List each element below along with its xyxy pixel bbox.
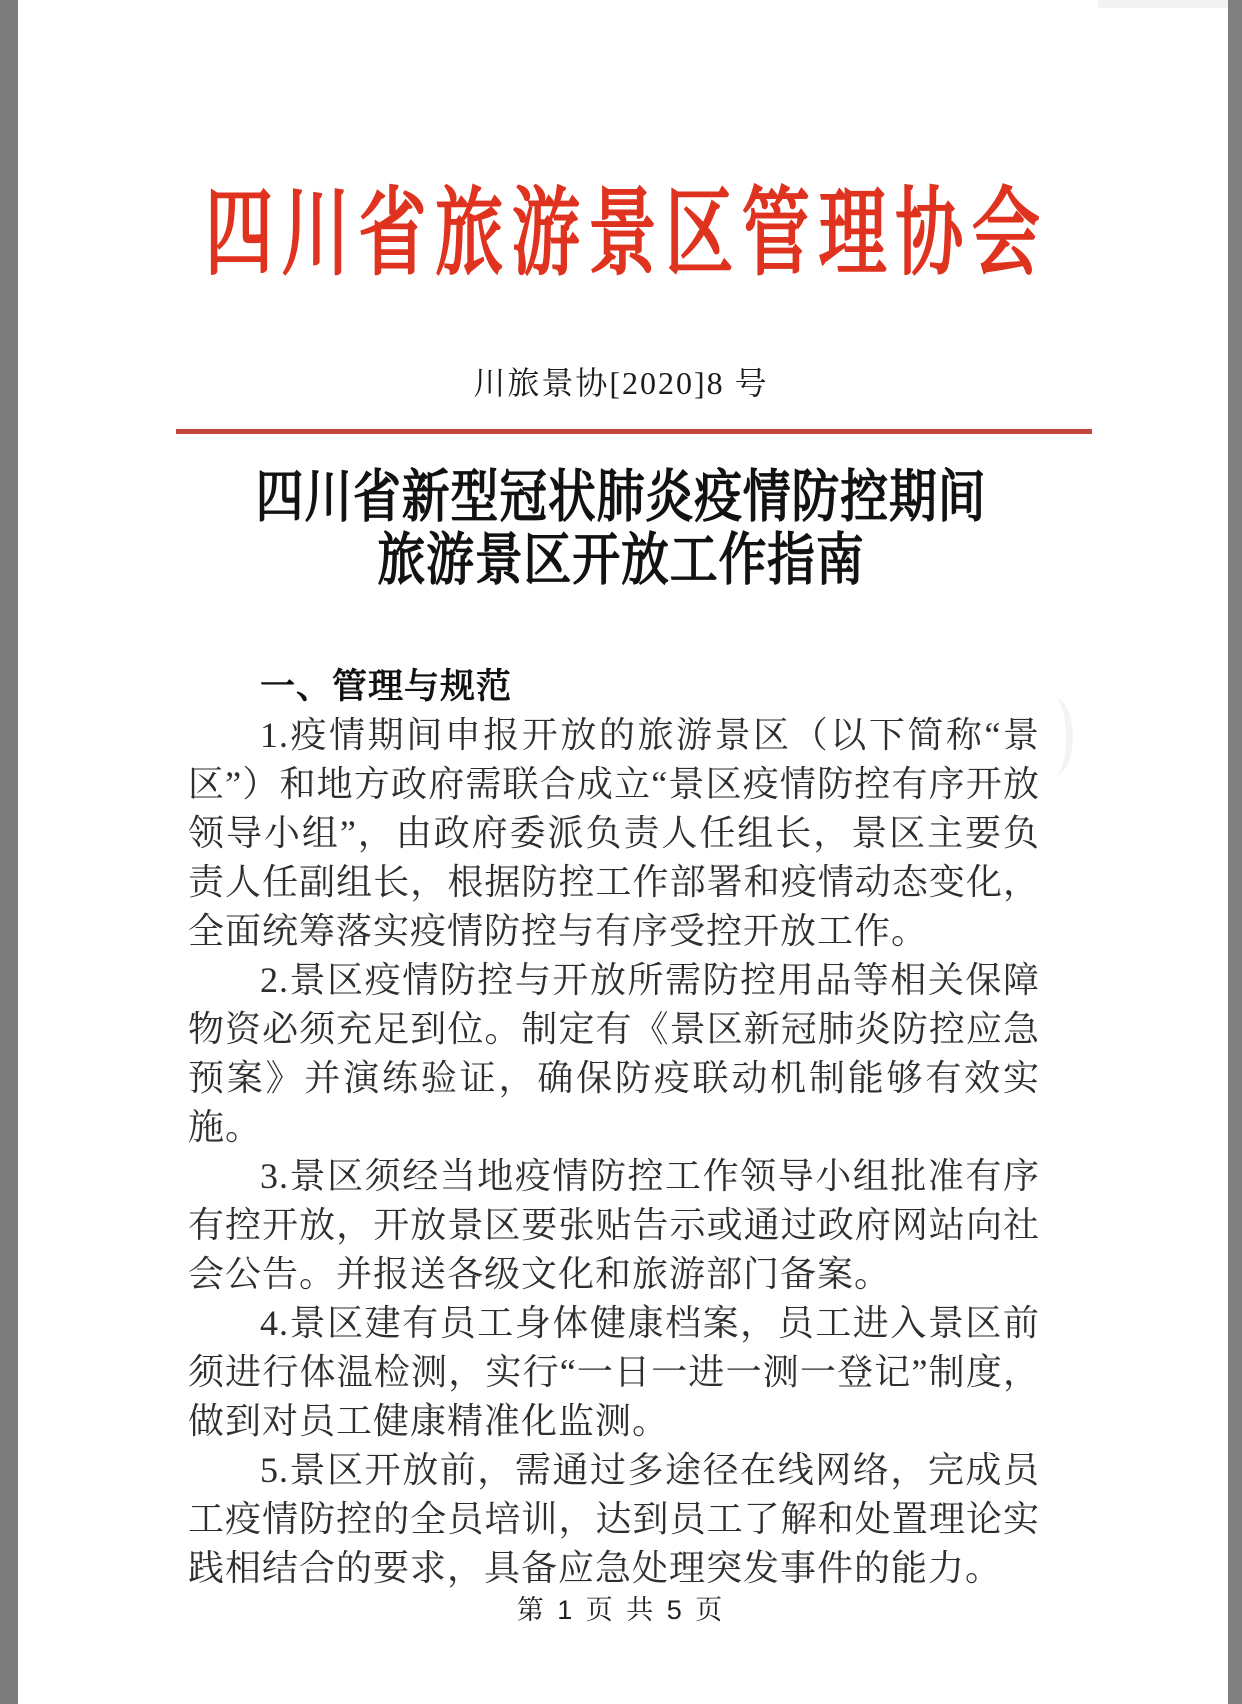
body-paragraph-1: 1.疫情期间申报开放的旅游景区（以下简称“景区”）和地方政府需联合成立“景区疫情防控有序开放领导小组”，由政府委派负责人任组长，景区主要负责人任副组长，根据防控工作部署和疫情动态变化，全面统筹落实疫情防控与有序受控开放工作。 — [188, 715, 1040, 951]
scan-smudge-top — [1098, 0, 1228, 8]
section-heading: 一、管理与规范 — [260, 667, 513, 706]
scan-edge-right — [1228, 0, 1242, 1704]
body-paragraph-4: 4.景区建有员工身体健康档案，员工进入景区前须进行体温检测，实行“一日一进一测一登记”制度，做到对员工健康精准化监测。 — [188, 1303, 1040, 1441]
red-divider-rule — [176, 429, 1092, 434]
scan-edge-left — [0, 0, 18, 1704]
document-title-line2: 旅游景区开放工作指南 — [377, 528, 865, 592]
body-paragraph-5: 5.景区开放前，需通过多途径在线网络，完成员工疫情防控的全员培训，达到员工了解和处置理论实践相结合的要求，具备应急处理突发事件的能力。 — [188, 1450, 1040, 1588]
document-title — [99, 466, 1142, 592]
scan-artifact — [1036, 698, 1073, 776]
document-number: 川旅景协[2020]8 号 — [473, 365, 769, 401]
body-paragraph-2: 2.景区疫情防控与开放所需防控用品等相关保障物资必须充足到位。制定有《景区新冠肺炎防控应急预案》并演练验证，确保防疫联动机制能够有效实施。 — [188, 960, 1040, 1147]
organization-masthead: 四川省旅游景区管理协会 — [205, 180, 1049, 287]
body-paragraph-3: 3.景区须经当地疫情防控工作领导小组批准有序有控开放，开放景区要张贴告示或通过政府网站向社会公告。并报送各级文化和旅游部门备案。 — [188, 1156, 1040, 1294]
document-title-line1: 四川省新型冠状肺炎疫情防控期间 — [255, 465, 987, 529]
document-body — [188, 662, 1040, 1593]
page-number-footer: 第 1 页 共 5 页 — [516, 1595, 726, 1625]
